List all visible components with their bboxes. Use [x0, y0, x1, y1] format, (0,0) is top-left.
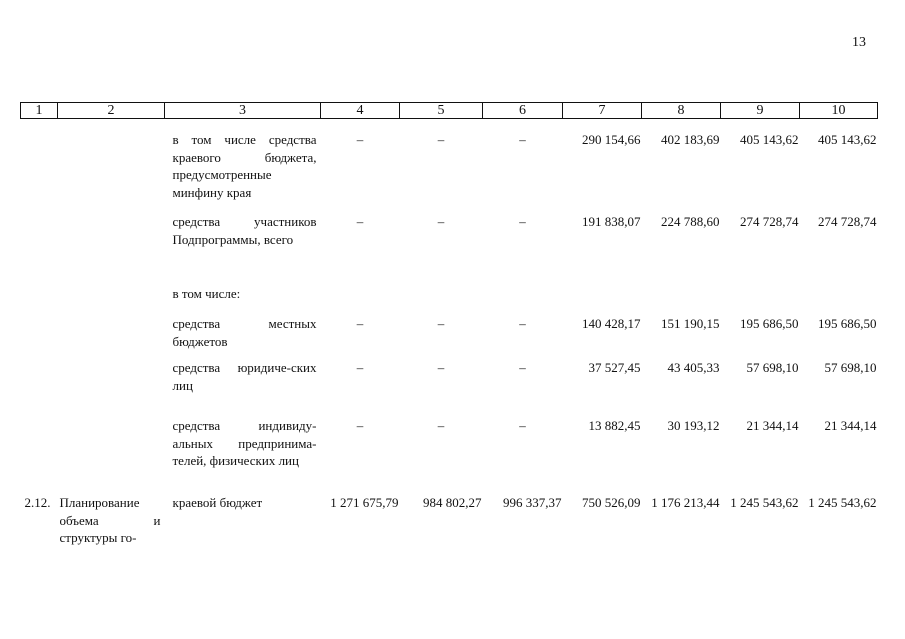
funding-source: средства юридиче-ских лиц	[172, 360, 317, 393]
header-row	[21, 103, 878, 119]
funding-source: средства местных бюджетов	[172, 316, 317, 349]
col-header-4: 4	[321, 103, 400, 119]
row-number	[21, 273, 58, 307]
value-col4	[321, 273, 400, 307]
value-col9: 274 728,74	[740, 214, 799, 229]
value-col7: 140 428,17	[582, 316, 641, 331]
row-title	[58, 201, 165, 273]
value-col7: 13 882,45	[588, 418, 641, 433]
value-col4: –	[356, 360, 364, 375]
value-col4: –	[356, 418, 364, 433]
value-col9	[721, 273, 800, 307]
value-col6: –	[519, 316, 526, 331]
value-col10: 57 698,10	[824, 360, 877, 375]
value-col7: 750 526,09	[582, 495, 641, 510]
value-col9: 21 344,14	[746, 418, 799, 433]
col-header-9: 9	[721, 103, 800, 119]
col-header-2: 2	[58, 103, 165, 119]
value-col6: –	[519, 360, 526, 375]
value-col7	[563, 273, 642, 307]
col-header-8: 8	[642, 103, 721, 119]
row-title	[58, 273, 165, 307]
value-col5: –	[437, 214, 445, 229]
value-col9: 57 698,10	[746, 360, 799, 375]
value-col7: 290 154,66	[582, 132, 641, 147]
row-number	[21, 307, 58, 353]
table-row	[21, 273, 878, 307]
value-col6	[483, 273, 563, 307]
funding-source: краевой бюджет	[172, 495, 263, 510]
funding-source: в том числе:	[172, 286, 241, 301]
row-title	[58, 119, 165, 202]
table-row	[21, 477, 878, 547]
value-col4: –	[356, 316, 364, 331]
value-col8: 43 405,33	[667, 360, 720, 375]
row-number	[21, 353, 58, 407]
value-col4: 1 271 675,79	[330, 495, 399, 510]
value-col8	[642, 273, 721, 307]
col-header-10: 10	[800, 103, 878, 119]
row-title	[58, 407, 165, 477]
row-number	[21, 201, 58, 273]
value-col5: –	[437, 418, 445, 433]
budget-table	[20, 102, 878, 547]
value-col10: 405 143,62	[818, 132, 877, 147]
value-col10: 195 686,50	[818, 316, 877, 331]
value-col10: 1 245 543,62	[808, 495, 877, 510]
value-col5	[400, 273, 483, 307]
table-row	[21, 353, 878, 407]
value-col4: –	[356, 132, 364, 147]
row-title	[58, 353, 165, 407]
col-header-3: 3	[165, 103, 321, 119]
value-col9: 1 245 543,62	[730, 495, 799, 510]
table-row	[21, 407, 878, 477]
col-header-5: 5	[400, 103, 483, 119]
row-number: 2.12.	[24, 495, 51, 510]
value-col6: –	[519, 132, 526, 147]
value-col6: –	[519, 418, 526, 433]
table-row	[21, 201, 878, 273]
table-row	[21, 307, 878, 353]
value-col8: 30 193,12	[667, 418, 720, 433]
table-row	[21, 119, 878, 202]
value-col7: 191 838,07	[582, 214, 641, 229]
col-header-1: 1	[21, 103, 58, 119]
funding-source: в том числе средства краевого бюджета, предусмотренные минфину края	[172, 132, 317, 200]
value-col8: 151 190,15	[661, 316, 720, 331]
value-col5: 984 802,27	[423, 495, 482, 510]
value-col10: 21 344,14	[824, 418, 877, 433]
value-col8: 402 183,69	[661, 132, 720, 147]
funding-source: средства индивиду-альных предпринима-телей, физических лиц	[172, 418, 317, 468]
row-number	[21, 119, 58, 202]
value-col5: –	[437, 316, 445, 331]
value-col8: 1 176 213,44	[651, 495, 720, 510]
page-number: 13	[852, 35, 866, 50]
value-col9: 405 143,62	[740, 132, 799, 147]
value-col9: 195 686,50	[740, 316, 799, 331]
value-col7: 37 527,45	[588, 360, 641, 375]
value-col10: 274 728,74	[818, 214, 877, 229]
value-col5: –	[437, 132, 445, 147]
col-header-7: 7	[563, 103, 642, 119]
row-title: Планирование объема и структуры го-	[59, 495, 161, 545]
value-col6: –	[519, 214, 526, 229]
value-col10	[800, 273, 878, 307]
funding-source: средства участников Подпрограммы, всего	[172, 214, 317, 247]
value-col6: 996 337,37	[503, 495, 562, 510]
row-number	[21, 407, 58, 477]
value-col5: –	[437, 360, 445, 375]
value-col4: –	[356, 214, 364, 229]
row-title	[58, 307, 165, 353]
value-col8: 224 788,60	[661, 214, 720, 229]
col-header-6: 6	[483, 103, 563, 119]
